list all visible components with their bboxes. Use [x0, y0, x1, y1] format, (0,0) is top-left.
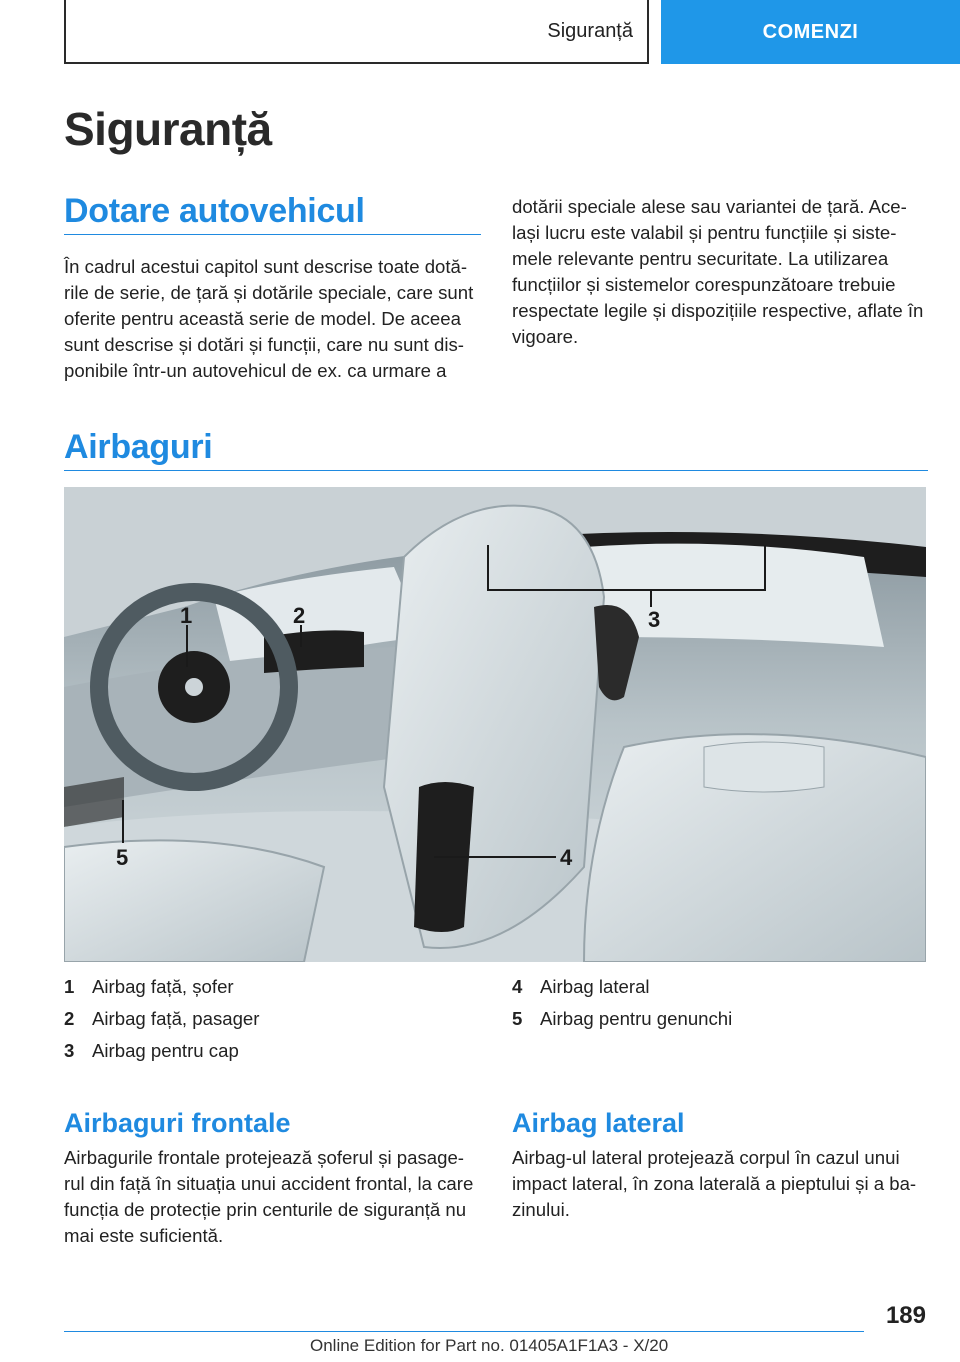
legend-text: Airbag față, pasager: [92, 1008, 260, 1029]
figure-label-5: 5: [116, 845, 129, 870]
legend-item: [512, 1003, 732, 1035]
airbag-illustration: [64, 487, 926, 962]
section-title-equipment: Dotare autovehicul: [64, 192, 365, 230]
legend-item: [64, 971, 259, 1003]
frontal-text: Airbagurile frontale protejează șoferul și pasage‐rul din față în situația unui accident frontal, la care funcția de protecție prin centurile de siguranță nu mai este suficientă.: [64, 1147, 474, 1246]
legend-text: Airbag pentru genunchi: [540, 1008, 733, 1029]
figure-label-4: 4: [560, 845, 573, 870]
legend-num: 2: [64, 1008, 75, 1029]
subsection-title-lateral: Airbag lateral: [512, 1108, 685, 1138]
header-chapter-label: COMENZI: [762, 20, 859, 43]
legend-text: Airbag față, șofer: [92, 976, 234, 997]
lateral-text: Airbag-ul lateral protejează corpul în cazul unui impact lateral, în zona laterală a pieptului și a ba‐zinului.: [512, 1147, 917, 1220]
airbag-illustration-svg: [64, 487, 926, 962]
header-chapter-tab[interactable]: [661, 0, 960, 64]
legend-item: [64, 1035, 259, 1067]
figure-label-3: 3: [648, 607, 661, 632]
figure-legend-right: [512, 971, 732, 1035]
header-section-label: Siguranță: [547, 19, 633, 42]
legend-num: 4: [512, 976, 523, 997]
legend-num: 1: [64, 976, 75, 997]
page-number: 189: [885, 1302, 926, 1329]
section-rule-airbags: [64, 470, 928, 471]
header-section-tab: [64, 0, 649, 64]
legend-text: Airbag pentru cap: [92, 1040, 239, 1061]
footer-rule: [64, 1331, 864, 1332]
figure-legend-left: [64, 971, 259, 1067]
legend-num: 5: [512, 1008, 523, 1029]
equipment-text-col1: În cadrul acestui capitol sunt descrise toate dotă‐rile de serie, de țară și dotările speciale, care sunt oferite pentru această serie de model. De aceea sunt descrise și dotări și funcții, care nu sunt dis‐ponibile într-un autovehicul de ex. ca urmare a: [64, 256, 474, 381]
equipment-text-col2: dotării speciale alese sau variantei de țară. Ace‐lași lucru este valabil și pentru funcțiile și siste‐mele relevante pentru securitate. La utilizarea funcțiilor și sistemelor corespunzătoare trebuie respectate legile și dispozițiile respective, aflate în vigoare.: [512, 196, 924, 347]
legend-text: Airbag lateral: [540, 976, 650, 997]
section-title-airbags: Airbaguri: [64, 428, 213, 466]
legend-item: [512, 971, 732, 1003]
legend-item: [64, 1003, 259, 1035]
legend-num: 3: [64, 1040, 75, 1061]
figure-label-1: 1: [180, 603, 193, 628]
figure-label-2: 2: [293, 603, 306, 628]
subsection-title-frontal: Airbaguri frontale: [64, 1108, 291, 1138]
page-title: Siguranță: [64, 103, 272, 155]
section-rule-equipment: [64, 234, 481, 235]
footer-edition: Online Edition for Part no. 01405A1F1A3 - X/20: [310, 1336, 669, 1355]
